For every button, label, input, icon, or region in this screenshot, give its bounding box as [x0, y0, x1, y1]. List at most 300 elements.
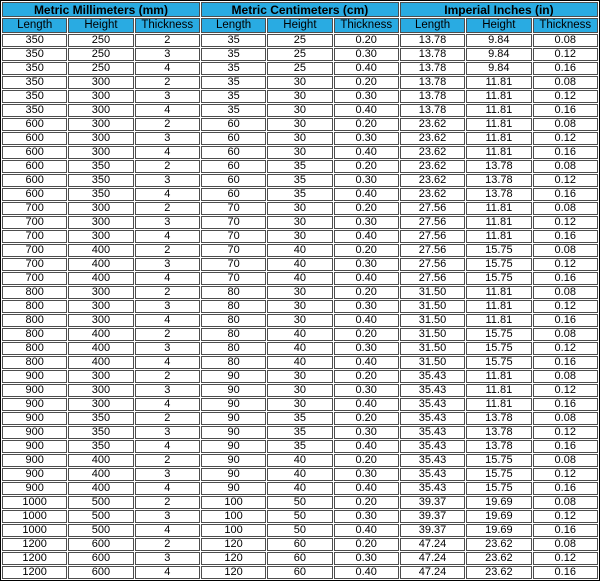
column-header-in-thickness: Thickness — [533, 18, 599, 33]
table-cell: 90 — [201, 412, 266, 425]
table-cell: 900 — [2, 384, 67, 397]
table-cell: 13.78 — [400, 34, 465, 47]
table-cell: 60 — [201, 118, 266, 131]
table-cell: 0.12 — [533, 174, 599, 187]
table-cell: 15.75 — [466, 342, 531, 355]
table-cell: 11.81 — [466, 314, 531, 327]
table-cell: 90 — [201, 440, 266, 453]
table-cell: 15.75 — [466, 244, 531, 257]
table-cell: 800 — [2, 328, 67, 341]
table-cell: 900 — [2, 398, 67, 411]
table-cell: 900 — [2, 370, 67, 383]
table-cell: 35.43 — [400, 398, 465, 411]
table-row — [2, 300, 598, 313]
table-cell: 15.75 — [466, 468, 531, 481]
table-row — [2, 314, 598, 327]
table-cell: 15.75 — [466, 454, 531, 467]
table-row — [2, 48, 598, 61]
table-cell: 0.12 — [533, 90, 599, 103]
table-cell: 1200 — [2, 552, 67, 565]
table-cell: 350 — [68, 174, 133, 187]
table-cell: 35 — [267, 188, 332, 201]
table-cell: 27.56 — [400, 272, 465, 285]
table-cell: 23.62 — [400, 160, 465, 173]
table-row — [2, 454, 598, 467]
table-cell: 0.12 — [533, 510, 599, 523]
table-cell: 70 — [201, 272, 266, 285]
table-cell: 4 — [135, 440, 200, 453]
table-cell: 300 — [68, 286, 133, 299]
table-cell: 0.40 — [334, 230, 399, 243]
table-cell: 0.08 — [533, 202, 599, 215]
table-cell: 11.81 — [466, 300, 531, 313]
table-cell: 2 — [135, 454, 200, 467]
table-cell: 70 — [201, 230, 266, 243]
table-cell: 0.20 — [334, 370, 399, 383]
table-cell: 2 — [135, 34, 200, 47]
table-cell: 35 — [201, 90, 266, 103]
table-cell: 11.81 — [466, 104, 531, 117]
table-cell: 70 — [201, 202, 266, 215]
table-cell: 35 — [267, 160, 332, 173]
table-row — [2, 62, 598, 75]
table-cell: 80 — [201, 314, 266, 327]
table-cell: 11.81 — [466, 132, 531, 145]
table-cell: 27.56 — [400, 258, 465, 271]
table-cell: 0.20 — [334, 34, 399, 47]
table-cell: 35.43 — [400, 468, 465, 481]
table-cell: 11.81 — [466, 118, 531, 131]
table-cell: 90 — [201, 482, 266, 495]
table-cell: 40 — [267, 258, 332, 271]
table-row — [2, 160, 598, 173]
table-cell: 350 — [2, 90, 67, 103]
table-cell: 0.12 — [533, 300, 599, 313]
table-cell: 3 — [135, 48, 200, 61]
table-cell: 0.08 — [533, 454, 599, 467]
table-cell: 2 — [135, 76, 200, 89]
table-cell: 300 — [68, 230, 133, 243]
table-cell: 3 — [135, 342, 200, 355]
group-header-metric-cm: Metric Centimeters (cm) — [201, 2, 399, 17]
table-cell: 400 — [68, 468, 133, 481]
table-cell: 350 — [68, 160, 133, 173]
table-cell: 35 — [201, 76, 266, 89]
table-cell: 0.30 — [334, 468, 399, 481]
table-cell: 900 — [2, 482, 67, 495]
table-cell: 1000 — [2, 524, 67, 537]
table-cell: 0.40 — [334, 566, 399, 579]
table-cell: 30 — [267, 104, 332, 117]
table-cell: 15.75 — [466, 356, 531, 369]
table-cell: 0.40 — [334, 314, 399, 327]
table-cell: 350 — [68, 426, 133, 439]
table-row — [2, 244, 598, 257]
table-cell: 11.81 — [466, 216, 531, 229]
table-cell: 13.78 — [400, 104, 465, 117]
table-cell: 40 — [267, 244, 332, 257]
table-cell: 800 — [2, 300, 67, 313]
group-header-imperial-in: Imperial Inches (in) — [400, 2, 598, 17]
table-row — [2, 34, 598, 47]
table-cell: 0.16 — [533, 230, 599, 243]
table-cell: 23.62 — [466, 566, 531, 579]
table-cell: 47.24 — [400, 552, 465, 565]
table-cell: 4 — [135, 314, 200, 327]
table-cell: 400 — [68, 356, 133, 369]
table-cell: 30 — [267, 370, 332, 383]
group-header-metric-mm: Metric Millimeters (mm) — [2, 2, 200, 17]
table-cell: 0.08 — [533, 76, 599, 89]
table-row — [2, 188, 598, 201]
table-cell: 19.69 — [466, 510, 531, 523]
table-body — [2, 34, 598, 579]
table-cell: 60 — [267, 566, 332, 579]
table-cell: 30 — [267, 398, 332, 411]
table-cell: 600 — [2, 132, 67, 145]
table-row — [2, 538, 598, 551]
table-cell: 40 — [267, 468, 332, 481]
table-cell: 300 — [68, 216, 133, 229]
table-cell: 300 — [68, 300, 133, 313]
table-cell: 60 — [201, 188, 266, 201]
table-cell: 0.30 — [334, 342, 399, 355]
table-row — [2, 272, 598, 285]
table-cell: 9.84 — [466, 48, 531, 61]
table-cell: 23.62 — [400, 132, 465, 145]
table-cell: 70 — [201, 244, 266, 257]
table-cell: 300 — [68, 90, 133, 103]
table-cell: 900 — [2, 440, 67, 453]
table-cell: 13.78 — [466, 426, 531, 439]
table-cell: 4 — [135, 188, 200, 201]
table-cell: 35 — [201, 62, 266, 75]
table-row — [2, 496, 598, 509]
table-cell: 80 — [201, 342, 266, 355]
table-cell: 4 — [135, 398, 200, 411]
table-cell: 13.78 — [466, 412, 531, 425]
table-cell: 900 — [2, 426, 67, 439]
table-cell: 15.75 — [466, 328, 531, 341]
table-cell: 13.78 — [400, 62, 465, 75]
table-cell: 400 — [68, 272, 133, 285]
table-cell: 30 — [267, 132, 332, 145]
table-cell: 2 — [135, 118, 200, 131]
table-cell: 11.81 — [466, 384, 531, 397]
table-row — [2, 552, 598, 565]
table-cell: 0.16 — [533, 188, 599, 201]
table-cell: 27.56 — [400, 230, 465, 243]
table-cell: 80 — [201, 286, 266, 299]
table-cell: 13.78 — [466, 174, 531, 187]
table-cell: 0.30 — [334, 552, 399, 565]
table-cell: 0.20 — [334, 328, 399, 341]
table-cell: 23.62 — [400, 188, 465, 201]
table-cell: 35 — [201, 48, 266, 61]
table-cell: 0.08 — [533, 370, 599, 383]
table-cell: 70 — [201, 258, 266, 271]
table-row — [2, 370, 598, 383]
table-cell: 1000 — [2, 496, 67, 509]
table-cell: 300 — [68, 314, 133, 327]
table-cell: 0.16 — [533, 146, 599, 159]
table-cell: 350 — [68, 440, 133, 453]
table-row — [2, 510, 598, 523]
column-header-mm-height: Height — [68, 18, 133, 33]
table-cell: 0.20 — [334, 496, 399, 509]
table-cell: 700 — [2, 216, 67, 229]
table-cell: 0.12 — [533, 468, 599, 481]
table-row — [2, 356, 598, 369]
table-cell: 31.50 — [400, 314, 465, 327]
column-header-mm-length: Length — [2, 18, 67, 33]
table-cell: 2 — [135, 286, 200, 299]
table-cell: 19.69 — [466, 524, 531, 537]
table-cell: 47.24 — [400, 538, 465, 551]
table-cell: 19.69 — [466, 496, 531, 509]
table-cell: 50 — [267, 510, 332, 523]
table-cell: 80 — [201, 300, 266, 313]
table-cell: 350 — [2, 34, 67, 47]
table-cell: 35.43 — [400, 426, 465, 439]
table-cell: 0.16 — [533, 566, 599, 579]
table-cell: 30 — [267, 90, 332, 103]
table-cell: 70 — [201, 216, 266, 229]
table-cell: 90 — [201, 370, 266, 383]
table-cell: 4 — [135, 104, 200, 117]
table-cell: 27.56 — [400, 244, 465, 257]
table-cell: 600 — [2, 174, 67, 187]
table-cell: 23.62 — [466, 552, 531, 565]
table-cell: 0.20 — [334, 286, 399, 299]
table-cell: 39.37 — [400, 510, 465, 523]
column-header-cm-thickness: Thickness — [334, 18, 399, 33]
table-cell: 300 — [68, 76, 133, 89]
table-cell: 400 — [68, 328, 133, 341]
table-row — [2, 384, 598, 397]
table-cell: 4 — [135, 524, 200, 537]
table-cell: 1200 — [2, 566, 67, 579]
table-cell: 0.20 — [334, 244, 399, 257]
table-cell: 11.81 — [466, 146, 531, 159]
table-cell: 0.20 — [334, 454, 399, 467]
table-cell: 3 — [135, 510, 200, 523]
table-cell: 600 — [2, 146, 67, 159]
table-cell: 300 — [68, 146, 133, 159]
table-cell: 30 — [267, 286, 332, 299]
table-cell: 0.40 — [334, 188, 399, 201]
table-cell: 350 — [68, 188, 133, 201]
table-cell: 80 — [201, 356, 266, 369]
table-row — [2, 118, 598, 131]
table-cell: 40 — [267, 454, 332, 467]
table-cell: 3 — [135, 90, 200, 103]
table-cell: 27.56 — [400, 216, 465, 229]
table-cell: 25 — [267, 62, 332, 75]
table-cell: 23.62 — [466, 538, 531, 551]
table-cell: 3 — [135, 426, 200, 439]
table-cell: 300 — [68, 384, 133, 397]
table-cell: 3 — [135, 132, 200, 145]
table-cell: 350 — [2, 62, 67, 75]
table-row — [2, 146, 598, 159]
table-cell: 300 — [68, 398, 133, 411]
table-row — [2, 412, 598, 425]
table-cell: 300 — [68, 370, 133, 383]
table-cell: 30 — [267, 118, 332, 131]
table-cell: 15.75 — [466, 258, 531, 271]
table-cell: 500 — [68, 510, 133, 523]
table-cell: 0.30 — [334, 426, 399, 439]
column-header-in-height: Height — [466, 18, 531, 33]
table-cell: 3 — [135, 258, 200, 271]
table-cell: 700 — [2, 244, 67, 257]
table-cell: 350 — [68, 412, 133, 425]
table-cell: 300 — [68, 118, 133, 131]
table-cell: 50 — [267, 524, 332, 537]
group-header-row — [2, 2, 598, 17]
table-cell: 4 — [135, 272, 200, 285]
table-cell: 0.40 — [334, 482, 399, 495]
table-cell: 31.50 — [400, 342, 465, 355]
table-cell: 31.50 — [400, 356, 465, 369]
table-cell: 0.08 — [533, 160, 599, 173]
table-cell: 0.12 — [533, 426, 599, 439]
column-header-row — [2, 18, 598, 33]
table-cell: 3 — [135, 216, 200, 229]
table-cell: 40 — [267, 356, 332, 369]
table-cell: 600 — [68, 552, 133, 565]
table-cell: 11.81 — [466, 202, 531, 215]
table-header — [2, 2, 598, 33]
table-cell: 4 — [135, 230, 200, 243]
table-cell: 0.08 — [533, 328, 599, 341]
table-cell: 0.40 — [334, 104, 399, 117]
table-cell: 35.43 — [400, 412, 465, 425]
table-cell: 500 — [68, 524, 133, 537]
table-cell: 700 — [2, 272, 67, 285]
table-cell: 4 — [135, 62, 200, 75]
table-cell: 23.62 — [400, 118, 465, 131]
table-cell: 3 — [135, 468, 200, 481]
table-cell: 25 — [267, 34, 332, 47]
table-cell: 0.16 — [533, 524, 599, 537]
table-row — [2, 90, 598, 103]
table-row — [2, 174, 598, 187]
table-row — [2, 216, 598, 229]
table-row — [2, 524, 598, 537]
table-cell: 0.30 — [334, 216, 399, 229]
table-cell: 60 — [201, 132, 266, 145]
table-cell: 60 — [201, 146, 266, 159]
table-cell: 35.43 — [400, 384, 465, 397]
table-row — [2, 104, 598, 117]
table-cell: 27.56 — [400, 202, 465, 215]
table-cell: 40 — [267, 342, 332, 355]
table-cell: 120 — [201, 552, 266, 565]
table-cell: 13.78 — [400, 90, 465, 103]
table-cell: 80 — [201, 328, 266, 341]
table-cell: 0.12 — [533, 552, 599, 565]
table-cell: 60 — [267, 552, 332, 565]
table-cell: 0.30 — [334, 90, 399, 103]
table-cell: 30 — [267, 230, 332, 243]
table-cell: 0.12 — [533, 384, 599, 397]
table-cell: 60 — [267, 538, 332, 551]
table-cell: 11.81 — [466, 286, 531, 299]
table-cell: 11.81 — [466, 230, 531, 243]
table-cell: 15.75 — [466, 272, 531, 285]
table-cell: 0.40 — [334, 440, 399, 453]
table-cell: 350 — [2, 76, 67, 89]
table-cell: 0.16 — [533, 356, 599, 369]
table-cell: 39.37 — [400, 496, 465, 509]
table-cell: 0.30 — [334, 174, 399, 187]
table-cell: 900 — [2, 454, 67, 467]
table-cell: 0.40 — [334, 398, 399, 411]
table-cell: 500 — [68, 496, 133, 509]
table-cell: 3 — [135, 552, 200, 565]
table-cell: 60 — [201, 160, 266, 173]
table-cell: 30 — [267, 384, 332, 397]
table-cell: 0.30 — [334, 258, 399, 271]
table-cell: 0.12 — [533, 132, 599, 145]
table-cell: 0.20 — [334, 76, 399, 89]
table-cell: 300 — [68, 202, 133, 215]
table-cell: 0.12 — [533, 48, 599, 61]
table-cell: 2 — [135, 202, 200, 215]
table-row — [2, 426, 598, 439]
table-row — [2, 328, 598, 341]
table-cell: 23.62 — [400, 146, 465, 159]
table-cell: 0.12 — [533, 216, 599, 229]
table-cell: 40 — [267, 328, 332, 341]
column-header-in-length: Length — [400, 18, 465, 33]
table-cell: 0.16 — [533, 62, 599, 75]
table-cell: 50 — [267, 496, 332, 509]
table-cell: 0.20 — [334, 538, 399, 551]
table-cell: 700 — [2, 258, 67, 271]
table-cell: 11.81 — [466, 76, 531, 89]
table-cell: 30 — [267, 300, 332, 313]
table-cell: 0.08 — [533, 118, 599, 131]
table-cell: 2 — [135, 244, 200, 257]
table-cell: 35.43 — [400, 440, 465, 453]
table-cell: 15.75 — [466, 482, 531, 495]
table-cell: 13.78 — [466, 440, 531, 453]
table-cell: 35 — [267, 412, 332, 425]
table-cell: 90 — [201, 468, 266, 481]
table-cell: 100 — [201, 524, 266, 537]
table-cell: 350 — [2, 48, 67, 61]
table-cell: 13.78 — [466, 160, 531, 173]
table-cell: 13.78 — [400, 76, 465, 89]
table-cell: 1000 — [2, 510, 67, 523]
table-cell: 600 — [68, 566, 133, 579]
table-cell: 4 — [135, 146, 200, 159]
table-cell: 35 — [267, 426, 332, 439]
table-cell: 35 — [267, 174, 332, 187]
table-cell: 9.84 — [466, 34, 531, 47]
table-cell: 3 — [135, 384, 200, 397]
table-cell: 120 — [201, 538, 266, 551]
table-cell: 400 — [68, 342, 133, 355]
table-cell: 0.12 — [533, 342, 599, 355]
table-cell: 1200 — [2, 538, 67, 551]
table-row — [2, 202, 598, 215]
table-cell: 2 — [135, 160, 200, 173]
table-cell: 0.08 — [533, 34, 599, 47]
